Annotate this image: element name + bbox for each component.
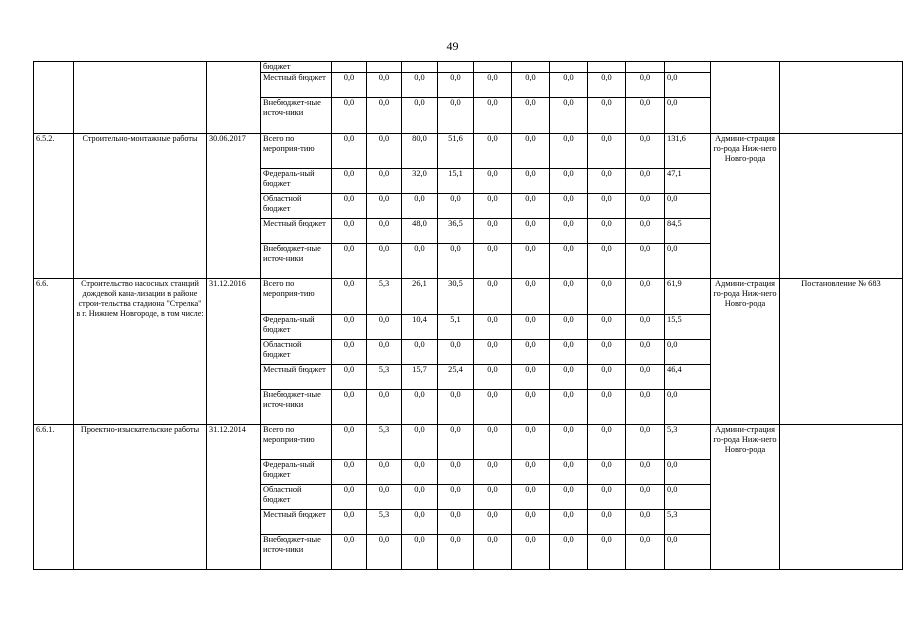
funding-source: бюджет xyxy=(261,62,332,73)
value-cell: 0,0 xyxy=(402,390,438,425)
value-cell: 0,0 xyxy=(402,244,438,279)
value-cell: 0,0 xyxy=(512,279,550,315)
value-cell: 0,0 xyxy=(550,390,588,425)
budget-table xyxy=(33,61,903,570)
value-total: 0,0 xyxy=(665,340,711,365)
value-cell: 0,0 xyxy=(550,485,588,510)
funding-source: Областной бюджет xyxy=(261,485,332,510)
funding-source: Всего по мероприя-тию xyxy=(261,279,332,315)
value-cell: 0,0 xyxy=(512,98,550,134)
value-cell: 0,0 xyxy=(402,194,438,219)
value-cell: 0,0 xyxy=(438,340,474,365)
value-cell: 0,0 xyxy=(626,425,665,460)
value-cell: 0,0 xyxy=(474,460,512,485)
value-cell: 0,0 xyxy=(512,485,550,510)
value-cell xyxy=(550,62,588,73)
value-cell: 36,5 xyxy=(438,219,474,244)
value-cell: 0,0 xyxy=(588,98,626,134)
funding-source: Местный бюджет xyxy=(261,73,332,98)
value-cell: 0,0 xyxy=(474,279,512,315)
item-name: Строительство насосных станций дождевой кана-лизации в районе строи-тельства стадиона "Стрелка" в г. Нижнем Новгороде, в том числе: xyxy=(74,279,207,425)
value-cell: 0,0 xyxy=(626,194,665,219)
item-date: 31.12.2014 xyxy=(207,425,261,570)
value-cell: 0,0 xyxy=(626,244,665,279)
value-cell: 0,0 xyxy=(474,194,512,219)
funding-source: Федераль-ный бюджет xyxy=(261,315,332,340)
value-cell: 0,0 xyxy=(438,244,474,279)
value-total: 15,5 xyxy=(665,315,711,340)
value-cell: 0,0 xyxy=(550,169,588,194)
funding-source: Федераль-ный бюджет xyxy=(261,169,332,194)
funding-source: Местный бюджет xyxy=(261,365,332,390)
value-cell: 25,4 xyxy=(438,365,474,390)
item-number: 6.6. xyxy=(34,279,74,425)
value-cell: 0,0 xyxy=(474,485,512,510)
funding-source: Областной бюджет xyxy=(261,340,332,365)
value-cell: 0,0 xyxy=(438,535,474,570)
value-cell: 0,0 xyxy=(438,425,474,460)
value-cell: 0,0 xyxy=(402,98,438,134)
value-cell: 5,1 xyxy=(438,315,474,340)
value-cell: 0,0 xyxy=(588,485,626,510)
value-cell: 0,0 xyxy=(438,510,474,535)
value-cell: 0,0 xyxy=(474,365,512,390)
value-cell: 0,0 xyxy=(588,535,626,570)
value-cell: 0,0 xyxy=(588,425,626,460)
value-cell: 0,0 xyxy=(402,535,438,570)
item-name: Строительно-монтажные работы xyxy=(74,134,207,279)
item-number xyxy=(34,62,74,134)
value-cell: 0,0 xyxy=(367,169,402,194)
value-cell: 0,0 xyxy=(626,98,665,134)
value-total: 5,3 xyxy=(665,510,711,535)
document-reference: Постановление № 683 xyxy=(780,279,903,425)
value-cell xyxy=(474,62,512,73)
value-cell: 0,0 xyxy=(626,485,665,510)
value-cell: 0,0 xyxy=(550,279,588,315)
value-cell: 0,0 xyxy=(512,134,550,169)
value-cell: 0,0 xyxy=(512,425,550,460)
value-cell xyxy=(626,62,665,73)
value-cell: 0,0 xyxy=(512,169,550,194)
value-cell: 0,0 xyxy=(588,134,626,169)
value-cell: 10,4 xyxy=(402,315,438,340)
value-cell: 0,0 xyxy=(626,134,665,169)
value-cell: 0,0 xyxy=(626,365,665,390)
value-cell: 0,0 xyxy=(550,460,588,485)
value-cell: 0,0 xyxy=(588,219,626,244)
value-total: 0,0 xyxy=(665,485,711,510)
executor: Админи-страция го-рода Ниж-него Новго-рода xyxy=(711,425,780,570)
item-date xyxy=(207,62,261,134)
table-row xyxy=(34,62,903,73)
value-total: 47,1 xyxy=(665,169,711,194)
funding-source: Федераль-ный бюджет xyxy=(261,460,332,485)
value-cell: 0,0 xyxy=(550,219,588,244)
value-cell: 0,0 xyxy=(550,134,588,169)
value-cell: 0,0 xyxy=(332,169,367,194)
value-total: 84,5 xyxy=(665,219,711,244)
table-row xyxy=(34,425,903,460)
value-cell xyxy=(438,62,474,73)
value-total: 131,6 xyxy=(665,134,711,169)
value-cell: 0,0 xyxy=(550,73,588,98)
value-cell: 0,0 xyxy=(474,219,512,244)
value-cell: 0,0 xyxy=(367,485,402,510)
value-cell: 5,3 xyxy=(367,279,402,315)
value-cell: 0,0 xyxy=(332,244,367,279)
value-cell: 0,0 xyxy=(550,340,588,365)
value-cell: 0,0 xyxy=(626,390,665,425)
value-cell xyxy=(512,62,550,73)
value-cell: 0,0 xyxy=(332,194,367,219)
funding-source: Областной бюджет xyxy=(261,194,332,219)
value-cell: 51,6 xyxy=(438,134,474,169)
value-total: 0,0 xyxy=(665,244,711,279)
value-cell: 30,5 xyxy=(438,279,474,315)
value-cell: 0,0 xyxy=(402,340,438,365)
value-total: 0,0 xyxy=(665,98,711,134)
value-total xyxy=(665,62,711,73)
value-cell: 0,0 xyxy=(626,510,665,535)
value-total: 5,3 xyxy=(665,425,711,460)
table-body xyxy=(34,62,903,570)
value-cell: 0,0 xyxy=(402,485,438,510)
value-cell: 0,0 xyxy=(332,219,367,244)
value-cell: 0,0 xyxy=(332,340,367,365)
value-cell: 0,0 xyxy=(626,340,665,365)
value-cell: 0,0 xyxy=(588,169,626,194)
funding-source: Местный бюджет xyxy=(261,510,332,535)
table-row xyxy=(34,279,903,315)
funding-source: Внебюджет-ные источ-ники xyxy=(261,535,332,570)
item-date: 31.12.2016 xyxy=(207,279,261,425)
value-cell: 0,0 xyxy=(332,485,367,510)
value-cell: 15,7 xyxy=(402,365,438,390)
value-cell: 0,0 xyxy=(438,98,474,134)
value-cell: 0,0 xyxy=(550,425,588,460)
value-cell: 0,0 xyxy=(512,219,550,244)
value-cell: 0,0 xyxy=(367,315,402,340)
value-cell: 0,0 xyxy=(402,425,438,460)
value-cell: 0,0 xyxy=(332,98,367,134)
value-cell: 0,0 xyxy=(474,134,512,169)
value-cell: 0,0 xyxy=(474,169,512,194)
value-cell: 0,0 xyxy=(474,390,512,425)
value-cell xyxy=(332,62,367,73)
value-cell: 0,0 xyxy=(474,535,512,570)
value-total: 0,0 xyxy=(665,194,711,219)
document-reference xyxy=(780,134,903,279)
value-cell: 5,3 xyxy=(367,365,402,390)
value-cell: 0,0 xyxy=(367,460,402,485)
value-total: 46,4 xyxy=(665,365,711,390)
page-number: 49 xyxy=(446,39,459,53)
item-name xyxy=(74,62,207,134)
value-cell xyxy=(367,62,402,73)
value-cell: 0,0 xyxy=(550,510,588,535)
value-cell: 0,0 xyxy=(512,365,550,390)
value-cell: 0,0 xyxy=(438,194,474,219)
value-cell: 0,0 xyxy=(588,315,626,340)
value-cell: 0,0 xyxy=(588,279,626,315)
value-cell: 0,0 xyxy=(474,73,512,98)
value-cell: 80,0 xyxy=(402,134,438,169)
value-total: 61,9 xyxy=(665,279,711,315)
value-cell: 0,0 xyxy=(512,194,550,219)
value-cell: 0,0 xyxy=(367,244,402,279)
value-cell: 0,0 xyxy=(550,98,588,134)
value-cell: 0,0 xyxy=(367,390,402,425)
value-cell: 0,0 xyxy=(332,73,367,98)
value-cell: 0,0 xyxy=(588,194,626,219)
value-cell: 0,0 xyxy=(588,73,626,98)
value-cell: 15,1 xyxy=(438,169,474,194)
funding-source: Местный бюджет xyxy=(261,219,332,244)
value-cell: 0,0 xyxy=(367,73,402,98)
value-cell: 0,0 xyxy=(550,244,588,279)
value-cell: 0,0 xyxy=(438,460,474,485)
value-cell: 0,0 xyxy=(550,535,588,570)
value-cell: 0,0 xyxy=(626,535,665,570)
funding-source: Внебюджет-ные источ-ники xyxy=(261,244,332,279)
value-cell: 0,0 xyxy=(367,98,402,134)
value-cell: 0,0 xyxy=(438,73,474,98)
value-cell: 0,0 xyxy=(332,460,367,485)
value-cell: 0,0 xyxy=(367,340,402,365)
value-total: 0,0 xyxy=(665,73,711,98)
value-cell: 0,0 xyxy=(626,279,665,315)
value-cell: 0,0 xyxy=(332,365,367,390)
value-cell: 32,0 xyxy=(402,169,438,194)
funding-source: Всего по мероприя-тию xyxy=(261,134,332,169)
item-number: 6.6.1. xyxy=(34,425,74,570)
value-cell: 0,0 xyxy=(588,365,626,390)
value-cell: 0,0 xyxy=(438,390,474,425)
value-cell: 0,0 xyxy=(474,425,512,460)
document-reference xyxy=(780,425,903,570)
funding-source: Внебюджет-ные источ-ники xyxy=(261,390,332,425)
value-cell: 5,3 xyxy=(367,425,402,460)
value-cell xyxy=(402,62,438,73)
value-total: 0,0 xyxy=(665,460,711,485)
table-row xyxy=(34,134,903,169)
funding-source: Внебюджет-ные источ-ники xyxy=(261,98,332,134)
value-cell: 0,0 xyxy=(332,510,367,535)
value-cell: 0,0 xyxy=(332,535,367,570)
value-cell: 0,0 xyxy=(550,365,588,390)
executor xyxy=(711,62,780,134)
value-cell: 0,0 xyxy=(512,460,550,485)
value-cell: 0,0 xyxy=(626,169,665,194)
value-cell: 0,0 xyxy=(512,340,550,365)
value-cell: 0,0 xyxy=(588,244,626,279)
value-cell: 0,0 xyxy=(588,390,626,425)
value-cell: 0,0 xyxy=(402,460,438,485)
value-cell: 0,0 xyxy=(332,134,367,169)
value-cell: 0,0 xyxy=(626,315,665,340)
value-cell: 0,0 xyxy=(512,390,550,425)
value-cell: 0,0 xyxy=(332,390,367,425)
value-cell: 0,0 xyxy=(512,315,550,340)
value-cell: 0,0 xyxy=(512,73,550,98)
value-cell: 0,0 xyxy=(588,340,626,365)
value-cell: 0,0 xyxy=(474,510,512,535)
value-cell: 0,0 xyxy=(588,460,626,485)
value-total: 0,0 xyxy=(665,535,711,570)
value-cell: 0,0 xyxy=(626,73,665,98)
value-cell: 0,0 xyxy=(332,315,367,340)
funding-source: Всего по мероприя-тию xyxy=(261,425,332,460)
value-cell: 0,0 xyxy=(367,134,402,169)
value-cell xyxy=(588,62,626,73)
value-cell: 0,0 xyxy=(438,485,474,510)
executor: Админи-страция го-рода Ниж-него Новго-рода xyxy=(711,134,780,279)
value-cell: 0,0 xyxy=(474,244,512,279)
value-cell: 0,0 xyxy=(626,219,665,244)
item-name: Проектно-изыскательские работы xyxy=(74,425,207,570)
value-cell: 0,0 xyxy=(550,315,588,340)
value-cell: 26,1 xyxy=(402,279,438,315)
value-cell: 0,0 xyxy=(474,340,512,365)
value-cell: 0,0 xyxy=(588,510,626,535)
value-cell: 48,0 xyxy=(402,219,438,244)
value-total: 0,0 xyxy=(665,390,711,425)
value-cell: 5,3 xyxy=(367,510,402,535)
item-number: 6.5.2. xyxy=(34,134,74,279)
executor: Админи-страция го-рода Ниж-него Новго-рода xyxy=(711,279,780,425)
value-cell: 0,0 xyxy=(367,194,402,219)
value-cell: 0,0 xyxy=(550,194,588,219)
value-cell: 0,0 xyxy=(332,279,367,315)
value-cell: 0,0 xyxy=(474,98,512,134)
value-cell: 0,0 xyxy=(626,460,665,485)
value-cell: 0,0 xyxy=(512,535,550,570)
value-cell: 0,0 xyxy=(402,73,438,98)
value-cell: 0,0 xyxy=(474,315,512,340)
value-cell: 0,0 xyxy=(402,510,438,535)
value-cell: 0,0 xyxy=(332,425,367,460)
value-cell: 0,0 xyxy=(367,535,402,570)
value-cell: 0,0 xyxy=(512,510,550,535)
value-cell: 0,0 xyxy=(512,244,550,279)
value-cell: 0,0 xyxy=(367,219,402,244)
document-reference xyxy=(780,62,903,134)
item-date: 30.06.2017 xyxy=(207,134,261,279)
